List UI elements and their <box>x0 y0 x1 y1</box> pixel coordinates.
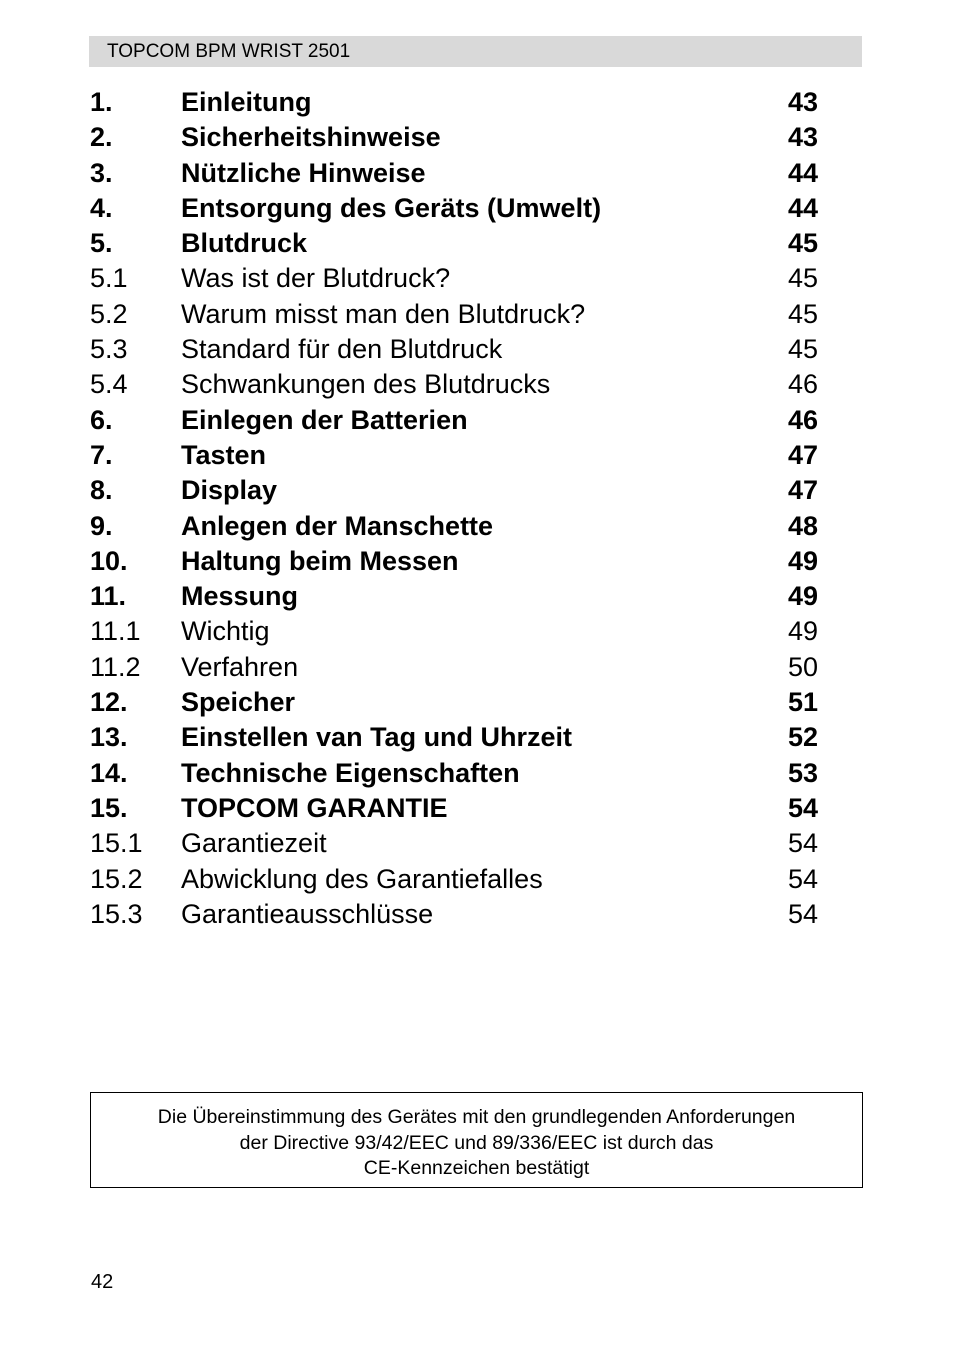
toc-entry-title: Wichtig <box>181 616 270 647</box>
toc-entry[interactable] <box>90 897 830 932</box>
toc-entry[interactable] <box>90 156 830 191</box>
toc-entry-page: 54 <box>787 792 818 823</box>
toc-entry-title: Abwicklung des Garantiefalles <box>181 863 543 894</box>
toc-entry-number: 9. <box>90 510 113 541</box>
running-header <box>89 36 862 67</box>
toc-entry-number: 5.4 <box>90 369 128 400</box>
toc-entry[interactable] <box>90 367 830 402</box>
table-of-contents <box>90 85 830 932</box>
toc-entry-title: Garantiezeit <box>181 828 327 859</box>
toc-entry-number: 1. <box>90 87 113 117</box>
toc-entry-page: 45 <box>787 228 818 259</box>
toc-entry-number: 4. <box>90 192 113 223</box>
toc-entry-page: 45 <box>787 263 818 294</box>
toc-entry-number: 11.1 <box>90 616 141 647</box>
toc-entry[interactable] <box>90 85 830 120</box>
toc-entry-number: 3. <box>90 157 113 188</box>
notice-line-2: der Directive 93/42/EEC und 89/336/EEC ist durch das <box>239 1131 714 1154</box>
toc-entry-page: 47 <box>787 475 818 506</box>
toc-entry-title: Was ist der Blutdruck? <box>181 263 451 294</box>
toc-entry-number: 7. <box>90 439 113 470</box>
toc-entry[interactable] <box>90 226 830 261</box>
toc-entry-number: 15.3 <box>90 898 143 929</box>
toc-entry-title: Speicher <box>181 687 296 718</box>
toc-entry-title: Sicherheitshinweise <box>181 122 441 153</box>
toc-entry-page: 45 <box>787 334 818 365</box>
toc-entry-page: 45 <box>787 298 818 329</box>
toc-entry[interactable] <box>90 544 830 579</box>
toc-entry-page: 49 <box>787 545 818 576</box>
toc-entry-title: Entsorgung des Geräts (Umwelt) <box>181 192 602 223</box>
toc-entry-page: 52 <box>787 722 818 753</box>
toc-entry-title: Standard für den Blutdruck <box>181 334 503 365</box>
toc-entry-title: Blutdruck <box>181 228 308 259</box>
toc-entry[interactable] <box>90 720 830 755</box>
toc-entry-page: 54 <box>787 863 818 894</box>
toc-entry-page: 46 <box>787 404 818 435</box>
toc-entry[interactable] <box>90 650 830 685</box>
toc-entry-number: 8. <box>90 475 113 506</box>
toc-entry-number: 15. <box>90 792 128 823</box>
toc-entry-page: 54 <box>787 828 818 859</box>
toc-entry-page: 49 <box>787 616 818 647</box>
toc-entry-number: 15.1 <box>90 828 143 859</box>
toc-entry-title: Messung <box>181 581 299 612</box>
toc-entry-number: 11. <box>90 581 127 612</box>
toc-entry[interactable] <box>90 756 830 791</box>
toc-entry-title: Einlegen der Batterien <box>181 404 468 435</box>
toc-entry-title: Schwankungen des Blutdrucks <box>181 369 551 400</box>
page-number: 42 <box>91 1271 114 1293</box>
toc-entry-number: 5.3 <box>90 334 128 365</box>
toc-entry-page: 49 <box>787 581 818 612</box>
toc-entry[interactable] <box>90 685 830 720</box>
toc-entry-title: Einleitung <box>181 87 312 117</box>
toc-entry-title: Einstellen van Tag und Uhrzeit <box>181 722 573 753</box>
toc-entry-title: TOPCOM GARANTIE <box>181 792 448 823</box>
toc-entry-number: 13. <box>90 722 128 753</box>
toc-entry-title: Anlegen der Manschette <box>181 510 494 541</box>
toc-entry[interactable] <box>90 332 830 367</box>
toc-entry[interactable] <box>90 579 830 614</box>
toc-entry-page: 53 <box>787 757 818 788</box>
toc-entry-number: 10. <box>90 545 128 576</box>
toc-entry[interactable] <box>90 473 830 508</box>
toc-entry-number: 14. <box>90 757 128 788</box>
toc-entry-number: 12. <box>90 687 128 718</box>
toc-entry-number: 5.2 <box>90 298 128 329</box>
toc-entry[interactable] <box>90 509 830 544</box>
toc-entry-page: 43 <box>787 87 818 117</box>
toc-entry-title: Nützliche Hinweise <box>181 157 426 188</box>
toc-entry-number: 5.1 <box>90 263 128 294</box>
toc-entry-number: 6. <box>90 404 113 435</box>
toc-entry-title: Tasten <box>181 439 267 470</box>
toc-entry[interactable] <box>90 403 830 438</box>
toc-entry-title: Warum misst man den Blutdruck? <box>181 298 586 329</box>
toc-entry[interactable] <box>90 297 830 332</box>
toc-entry[interactable] <box>90 438 830 473</box>
toc-entry-page: 50 <box>787 651 818 682</box>
toc-entry-number: 15.2 <box>90 863 143 894</box>
toc-entry[interactable] <box>90 614 830 649</box>
header-title: TOPCOM BPM WRIST 2501 <box>107 41 351 62</box>
toc-entry-page: 43 <box>787 122 818 153</box>
toc-entry[interactable] <box>90 826 830 861</box>
toc-entry[interactable] <box>90 120 830 155</box>
toc-entry-page: 54 <box>787 898 818 929</box>
toc-entry-number: 11.2 <box>90 651 141 682</box>
notice-line-3: CE-Kennzeichen bestätigt <box>363 1157 590 1179</box>
toc-entry-page: 48 <box>787 510 818 541</box>
toc-entry-title: Display <box>181 475 278 506</box>
notice-line-1: Die Übereinstimmung des Gerätes mit den grundlegenden Anforderungen <box>157 1106 796 1128</box>
toc-entry-page: 44 <box>787 157 818 188</box>
toc-entry-title: Verfahren <box>181 651 299 682</box>
toc-entry-page: 44 <box>787 192 818 223</box>
ce-conformity-notice <box>90 1092 863 1188</box>
toc-entry-page: 51 <box>787 687 818 718</box>
toc-entry[interactable] <box>90 791 830 826</box>
toc-entry-title: Garantieausschlüsse <box>181 898 434 929</box>
toc-entry[interactable] <box>90 862 830 897</box>
toc-entry-number: 2. <box>90 122 113 153</box>
toc-entry[interactable] <box>90 261 830 296</box>
toc-entry-title: Haltung beim Messen <box>181 545 459 576</box>
toc-entry-page: 46 <box>787 369 818 400</box>
toc-entry-number: 5. <box>90 228 113 259</box>
toc-entry-title: Technische Eigenschaften <box>181 757 520 788</box>
toc-entry-page: 47 <box>787 439 818 470</box>
toc-entry[interactable] <box>90 191 830 226</box>
